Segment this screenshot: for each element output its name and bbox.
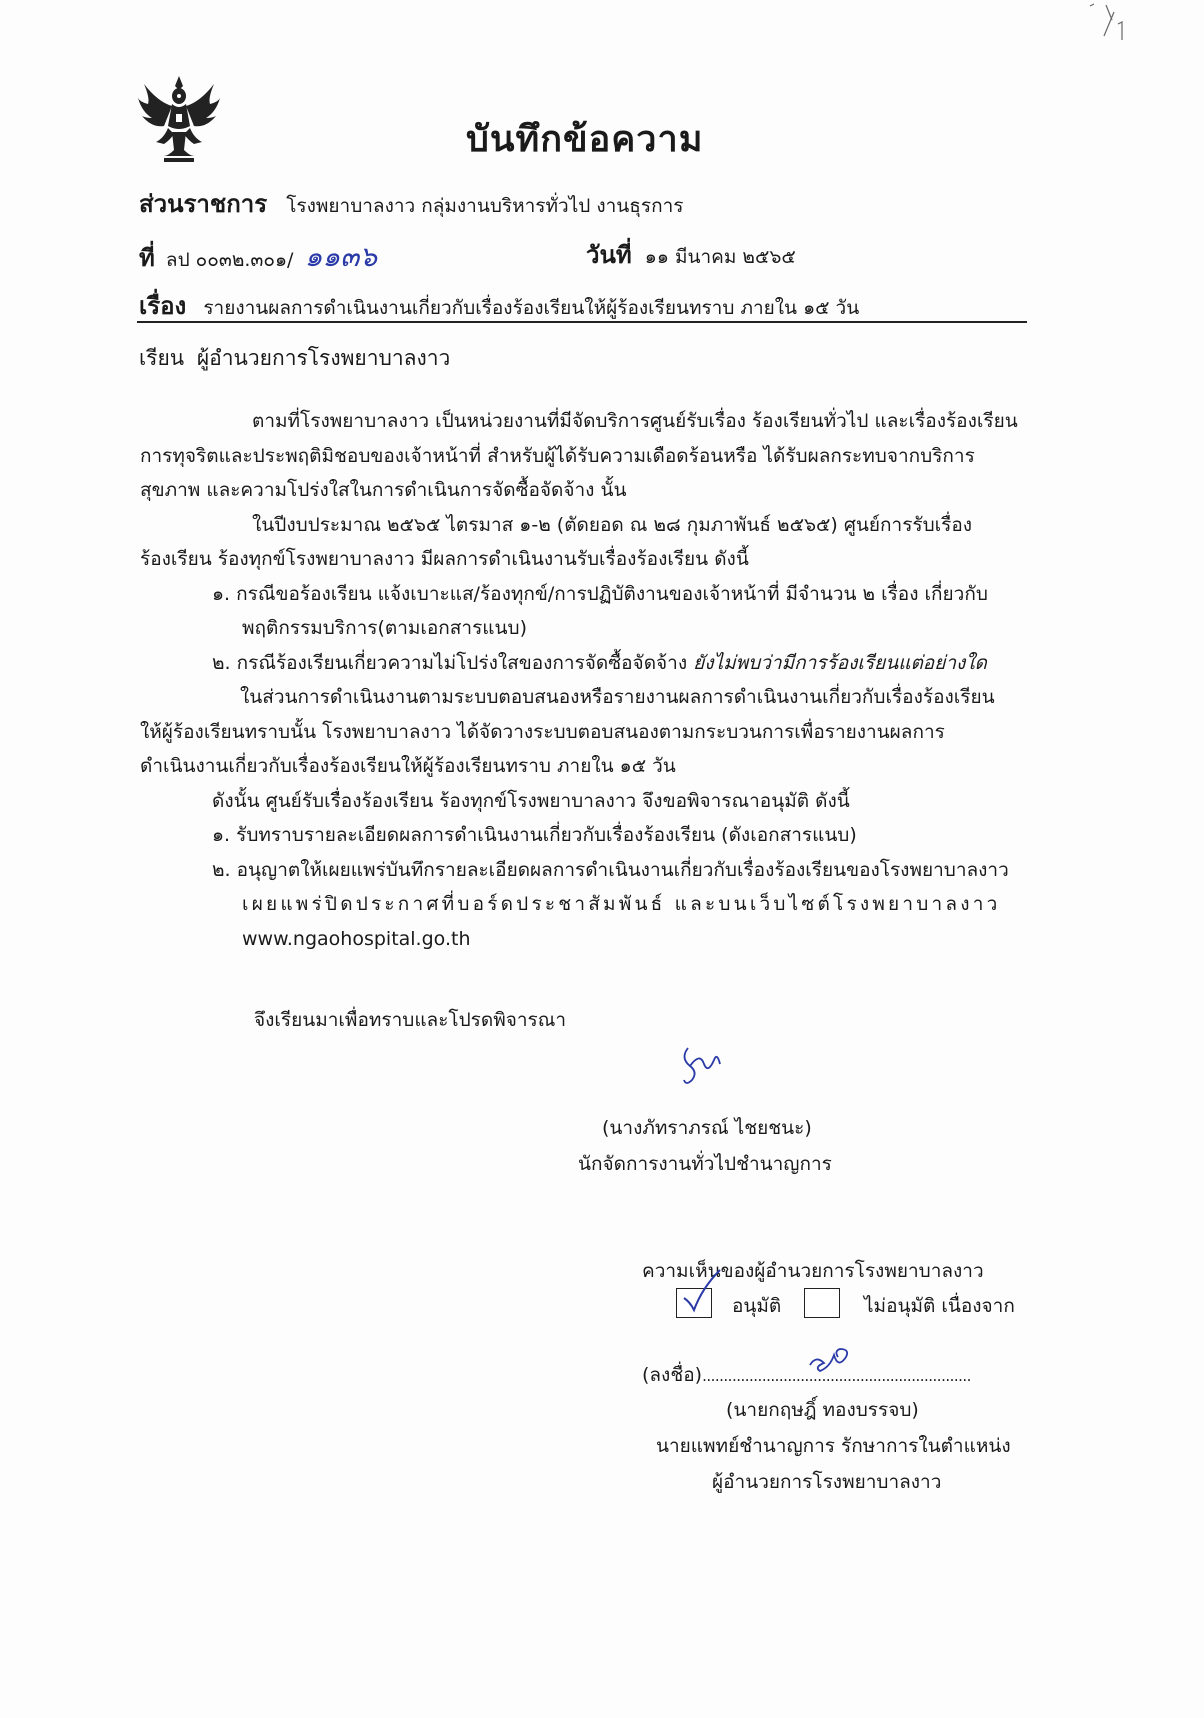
director-signature-image: [806, 1343, 854, 1373]
subject-row: [139, 286, 859, 325]
body-line: ดำเนินงานเกี่ยวกับเรื่องร้องเรียนให้ผู้ร้องเรียนทราบ ภายใน ๑๕ วัน: [140, 755, 676, 777]
item2-note: ยังไม่พบว่ามีการร้องเรียนแต่อย่างใด: [693, 651, 987, 674]
list-item: พฤติกรรมบริการ(ตามเอกสารแนบ): [242, 617, 527, 639]
signature-dots: ...............................................................: [702, 1367, 971, 1385]
list-item: ๑. กรณีขอร้องเรียน แจ้งเบาะแส/ร้องทุกข์/การปฏิบัติงานของเจ้าหน้าที่ มีจำนวน ๒ เรื่อง เกี่ยวกับ: [212, 582, 988, 605]
salutation-label: เรียน: [139, 346, 185, 370]
salutation-row: [139, 342, 450, 375]
approval-heading: ความเห็นของผู้อำนวยการโรงพยาบาลงาว: [642, 1260, 984, 1282]
memo-title: บันทึกข้อความ: [466, 119, 704, 160]
agency-label: ส่วนราชการ: [139, 190, 268, 218]
list-item: [140, 646, 1033, 681]
agency-value: โรงพยาบาลงาว กลุ่มงานบริหารทั่วไป งานธุรการ: [286, 195, 684, 217]
reject-checkbox[interactable]: [804, 1288, 840, 1318]
subject-label: เรื่อง: [139, 292, 187, 320]
list-item: เผยแพร่ปิดประกาศที่บอร์ดประชาสัมพันธ์ และบนเว็บไซต์โรงพยาบาลงาว: [242, 893, 1001, 915]
director-position-line2: ผู้อำนวยการโรงพยาบาลงาว: [712, 1471, 942, 1493]
date-row: [586, 235, 796, 274]
list-item: ๑. รับทราบรายละเอียดผลการดำเนินงานเกี่ยวกับเรื่องร้องเรียน (ดังเอกสารแนบ): [212, 824, 857, 846]
garuda-emblem-icon: [138, 74, 220, 166]
director-name: (นายกฤษฎิ์ ทองบรรจบ): [726, 1399, 919, 1421]
date-value: ๑๑ มีนาคม ๒๕๖๕: [644, 246, 796, 268]
approve-label: อนุมัติ: [732, 1295, 782, 1317]
body-line: ในส่วนการดำเนินงานตามระบบตอบสนองหรือรายงานผลการดำเนินงานเกี่ยวกับเรื่องร้องเรียน: [240, 686, 995, 708]
reference-label: ที่: [139, 244, 155, 272]
reject-label: ไม่อนุมัติ เนื่องจาก: [864, 1295, 1015, 1317]
signature-image: [676, 1040, 726, 1088]
salutation-value: ผู้อำนวยการโรงพยาบาลงาว: [196, 346, 451, 370]
checkmark-icon: [680, 1268, 724, 1314]
reference-value: ลป ๐๐๓๒.๓๐๑/: [165, 249, 294, 271]
subject-value: รายงานผลการดำเนินงานเกี่ยวกับเรื่องร้องเรียนให้ผู้ร้องเรียนทราบ ภายใน ๑๕ วัน: [203, 297, 860, 319]
body-line: ให้ผู้ร้องเรียนทราบนั้น โรงพยาบาลงาว ได้จัดวางระบบตอบสนองตามกระบวนการเพื่อรายงานผลการ: [140, 720, 945, 743]
item2-text: ๒. กรณีร้องเรียนเกี่ยวความไม่โปร่งใสของการจัดซื้อจัดจ้าง: [212, 651, 688, 674]
reference-row: [139, 235, 377, 279]
body-line: ตามที่โรงพยาบาลงาว เป็นหน่วยงานที่มีจัดบริการศูนย์รับเรื่อง ร้องเรียนทั่วไป และเรื่องร้องเรียน: [252, 410, 1018, 432]
list-item: ๒. อนุญาตให้เผยแพร่บันทึกรายละเอียดผลการดำเนินงานเกี่ยวกับเรื่องร้องเรียนของโรงพยาบาลงาว: [212, 858, 1009, 881]
signature-prefix: (ลงชื่อ): [642, 1364, 703, 1386]
body-line: สุขภาพ และความโปร่งใสในการดำเนินการจัดซื้อจัดจ้าง นั้น: [140, 479, 627, 501]
body-line: ร้องเรียน ร้องทุกข์โรงพยาบาลงาว มีผลการดำเนินงานรับเรื่องร้องเรียน ดังนี้: [140, 548, 749, 570]
body-line: ดังนั้น ศูนย์รับเรื่องร้องเรียน ร้องทุกข์โรงพยาบาลงาว จึงขอพิจารณาอนุมัติ ดังนี้: [212, 789, 850, 812]
body-line: ในปีงบประมาณ ๒๕๖๕ ไตรมาส ๑-๒ (ตัดยอด ณ ๒๘ กุมภาพันธ์ ๒๕๖๕) ศูนย์การรับเรื่อง: [252, 513, 973, 536]
agency-row: [139, 184, 683, 223]
body-line: การทุจริตและประพฤติมิชอบของเจ้าหน้าที่ สำหรับผู้ได้รับความเดือดร้อนหรือ ได้รับผลกระทบจากบริการ: [140, 444, 975, 467]
signer-position: นักจัดการงานทั่วไปชำนาญการ: [578, 1153, 832, 1175]
body-text: [140, 404, 1033, 956]
closing-text: จึงเรียนมาเพื่อทราบและโปรดพิจารณา: [254, 1009, 567, 1031]
director-position-line1: นายแพทย์ชำนาญการ รักษาการในตำแหน่ง: [656, 1435, 1011, 1457]
signer-name: (นางภัทราภรณ์ ไชยชนะ): [602, 1117, 812, 1139]
header-divider: [137, 321, 1027, 323]
website-url: www.ngaohospital.go.th: [242, 927, 471, 950]
page-number-mark: [1084, 2, 1130, 42]
reference-handwritten: ๑๑๓๖: [304, 240, 378, 273]
date-label: วันที่: [586, 241, 632, 269]
